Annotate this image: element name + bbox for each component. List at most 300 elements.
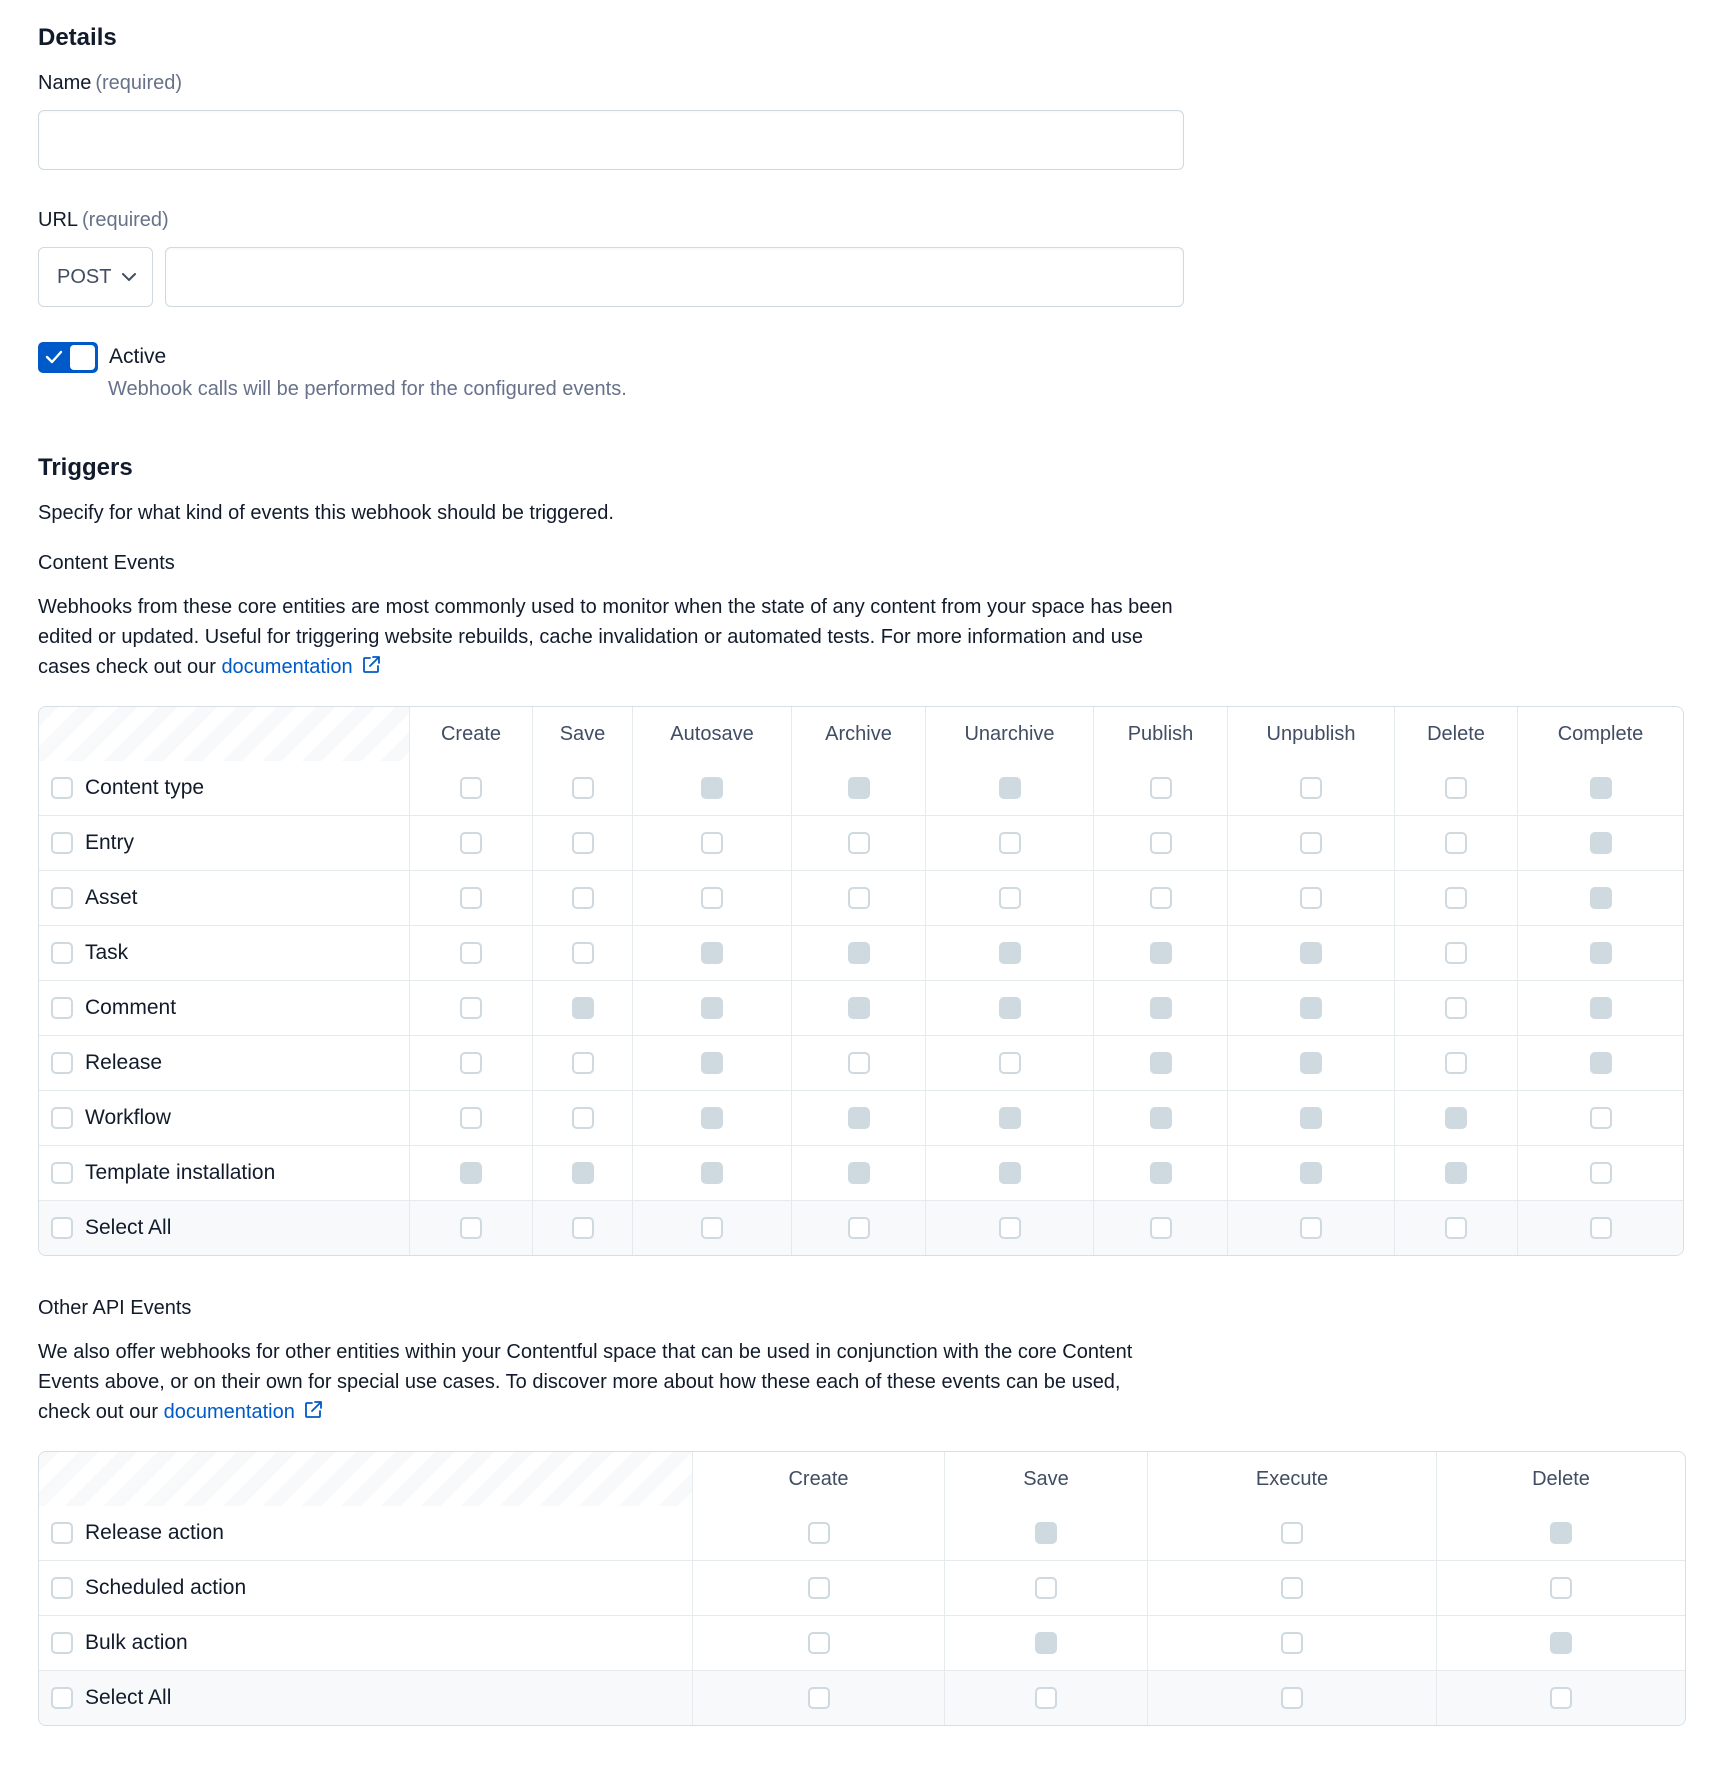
event-cell <box>532 1091 632 1146</box>
row-label: Bulk action <box>85 1631 188 1654</box>
select-all-toggle[interactable] <box>51 1686 692 1710</box>
event-cell <box>409 926 532 981</box>
entry-save-checkbox[interactable] <box>572 832 594 854</box>
other-api-events-table <box>38 1451 1686 1726</box>
event-cell <box>692 1506 944 1561</box>
table-row <box>39 871 1683 926</box>
content-events-header-blank <box>39 707 409 761</box>
event-cell <box>532 1036 632 1091</box>
asset-publish-checkbox[interactable] <box>1150 887 1172 909</box>
content-events-documentation-link[interactable] <box>221 656 380 678</box>
task-unarchive-checkbox <box>999 942 1021 964</box>
select-all-unarchive-checkbox[interactable] <box>999 1217 1021 1239</box>
url-input[interactable] <box>165 247 1184 307</box>
toggle-knob <box>70 345 95 370</box>
event-cell <box>632 871 791 926</box>
event-cell <box>925 981 1093 1036</box>
event-cell <box>692 1671 944 1725</box>
entry-autosave-checkbox[interactable] <box>701 832 723 854</box>
url-label <box>38 209 169 232</box>
row-label: Select All <box>85 1216 172 1239</box>
comment-save-checkbox <box>572 997 594 1019</box>
row-label: Scheduled action <box>85 1576 247 1599</box>
row-label: Workflow <box>85 1106 171 1129</box>
release-unarchive-checkbox[interactable] <box>999 1052 1021 1074</box>
event-cell <box>925 816 1093 871</box>
select-all-row <box>39 1671 1685 1725</box>
column-header-save: Save <box>944 1452 1147 1506</box>
select-all-create-checkbox[interactable] <box>460 1217 482 1239</box>
select-all-complete-checkbox[interactable] <box>1590 1217 1612 1239</box>
event-cell <box>1517 816 1683 871</box>
name-required-hint: (required) <box>95 72 183 94</box>
entry-delete-checkbox[interactable] <box>1445 832 1467 854</box>
table-row <box>39 761 1683 816</box>
release-save-checkbox[interactable] <box>572 1052 594 1074</box>
comment-unarchive-checkbox <box>999 997 1021 1019</box>
comment-unpublish-checkbox <box>1300 997 1322 1019</box>
select-all-toggle[interactable] <box>51 1216 409 1240</box>
triggers-heading: Triggers <box>38 454 133 481</box>
chevron-down-icon <box>121 272 137 282</box>
event-cell <box>1093 1091 1227 1146</box>
release-complete-checkbox <box>1590 1052 1612 1074</box>
external-link-icon <box>303 1400 323 1420</box>
workflow-unarchive-checkbox <box>999 1107 1021 1129</box>
table-row <box>39 1616 1685 1671</box>
workflow-delete-checkbox <box>1445 1107 1467 1129</box>
template-installation-autosave-checkbox <box>701 1162 723 1184</box>
event-cell <box>1093 1201 1227 1255</box>
column-header-unarchive: Unarchive <box>925 707 1093 761</box>
scheduled-action-save-checkbox[interactable] <box>1035 1577 1057 1599</box>
release-action-create-checkbox[interactable] <box>808 1522 830 1544</box>
content-type-unarchive-checkbox <box>999 777 1021 799</box>
event-cell <box>1227 871 1394 926</box>
event-cell <box>1147 1561 1436 1616</box>
event-cell <box>1517 926 1683 981</box>
row-template-installation-toggle[interactable] <box>51 1161 409 1185</box>
task-create-checkbox[interactable] <box>460 942 482 964</box>
event-cell <box>1517 871 1683 926</box>
event-cell <box>632 981 791 1036</box>
event-cell <box>791 1036 925 1091</box>
row-label: Select All <box>85 1686 172 1709</box>
comment-delete-checkbox[interactable] <box>1445 997 1467 1019</box>
row-label-cell <box>39 1561 692 1616</box>
event-cell <box>1517 761 1683 816</box>
event-cell <box>1394 1091 1517 1146</box>
event-cell <box>1436 1561 1685 1616</box>
event-cell <box>1517 1146 1683 1201</box>
event-cell <box>1227 926 1394 981</box>
name-label <box>38 72 182 95</box>
entry-publish-checkbox[interactable] <box>1150 832 1172 854</box>
event-cell <box>925 871 1093 926</box>
content-type-delete-checkbox[interactable] <box>1445 777 1467 799</box>
row-content-type-toggle[interactable] <box>51 776 409 800</box>
bulk-action-create-checkbox[interactable] <box>808 1632 830 1654</box>
event-cell <box>925 1091 1093 1146</box>
external-link-icon <box>361 655 381 675</box>
release-create-checkbox[interactable] <box>460 1052 482 1074</box>
event-cell <box>944 1506 1147 1561</box>
bulk-action-delete-checkbox <box>1550 1632 1572 1654</box>
template-installation-unpublish-checkbox <box>1300 1162 1322 1184</box>
template-installation-publish-checkbox <box>1150 1162 1172 1184</box>
table-row <box>39 1091 1683 1146</box>
workflow-create-checkbox[interactable] <box>460 1107 482 1129</box>
column-header-save: Save <box>532 707 632 761</box>
bulk-action-execute-checkbox[interactable] <box>1281 1632 1303 1654</box>
row-label-cell <box>39 1201 409 1255</box>
row-label-cell <box>39 1506 692 1561</box>
task-archive-checkbox <box>848 942 870 964</box>
event-cell <box>409 981 532 1036</box>
asset-row-checkbox[interactable] <box>51 887 73 909</box>
workflow-unpublish-checkbox <box>1300 1107 1322 1129</box>
row-label-cell <box>39 981 409 1036</box>
event-cell <box>1394 1201 1517 1255</box>
event-cell <box>1394 1146 1517 1201</box>
event-cell <box>791 1091 925 1146</box>
workflow-row-checkbox[interactable] <box>51 1107 73 1129</box>
details-heading: Details <box>38 24 117 51</box>
content-type-complete-checkbox <box>1590 777 1612 799</box>
event-cell <box>791 816 925 871</box>
other-api-events-description-text: We also offer webhooks for other entities within your Contentful space that can be used in conjunction with the core Content Events above, or on their own for special use cases. To discover more about how these each of these events can be used, check out our <box>38 1341 1133 1423</box>
select-all-row-checkbox[interactable] <box>51 1687 73 1709</box>
event-cell <box>1093 871 1227 926</box>
select-all-execute-checkbox[interactable] <box>1281 1687 1303 1709</box>
event-cell <box>1093 926 1227 981</box>
name-input[interactable] <box>38 110 1184 170</box>
comment-create-checkbox[interactable] <box>460 997 482 1019</box>
event-cell <box>1436 1616 1685 1671</box>
bulk-action-save-checkbox <box>1035 1632 1057 1654</box>
event-cell <box>532 981 632 1036</box>
comment-autosave-checkbox <box>701 997 723 1019</box>
http-method-value: POST <box>57 265 112 288</box>
event-cell <box>925 761 1093 816</box>
url-label-text: URL <box>38 209 79 231</box>
event-cell <box>1394 926 1517 981</box>
workflow-archive-checkbox <box>848 1107 870 1129</box>
event-cell <box>1436 1671 1685 1725</box>
row-label: Content type <box>85 776 205 799</box>
content-type-save-checkbox[interactable] <box>572 777 594 799</box>
column-header-delete: Delete <box>1394 707 1517 761</box>
row-workflow-toggle[interactable] <box>51 1106 409 1130</box>
row-label-cell <box>39 1616 692 1671</box>
event-cell <box>925 926 1093 981</box>
http-method-select[interactable] <box>38 247 153 307</box>
row-label: Release <box>85 1051 163 1074</box>
scheduled-action-row-checkbox[interactable] <box>51 1577 73 1599</box>
content-events-heading: Content Events <box>38 552 175 574</box>
event-cell <box>791 926 925 981</box>
event-cell <box>925 1146 1093 1201</box>
release-action-execute-checkbox[interactable] <box>1281 1522 1303 1544</box>
row-label: Entry <box>85 831 135 854</box>
event-cell <box>532 1146 632 1201</box>
release-delete-checkbox[interactable] <box>1445 1052 1467 1074</box>
event-cell <box>1227 1036 1394 1091</box>
event-cell <box>1147 1671 1436 1725</box>
table-row <box>39 1146 1683 1201</box>
row-label: Template installation <box>85 1161 276 1184</box>
name-label-text: Name <box>38 72 92 94</box>
event-cell <box>1394 871 1517 926</box>
workflow-complete-checkbox[interactable] <box>1590 1107 1612 1129</box>
event-cell <box>632 761 791 816</box>
scheduled-action-execute-checkbox[interactable] <box>1281 1577 1303 1599</box>
event-cell <box>1093 1036 1227 1091</box>
table-row <box>39 1561 1685 1616</box>
workflow-autosave-checkbox <box>701 1107 723 1129</box>
event-cell <box>1147 1506 1436 1561</box>
select-all-delete-checkbox[interactable] <box>1550 1687 1572 1709</box>
row-entry-toggle[interactable] <box>51 831 409 855</box>
event-cell <box>1227 1091 1394 1146</box>
row-label-cell <box>39 761 409 816</box>
content-events-description-text: Webhooks from these core entities are most commonly used to monitor when the state of any content from your space has been edited or updated. Useful for triggering website rebuilds, cache invalidation or automated tests. For more information and use cases check out our <box>38 596 1173 678</box>
event-cell <box>632 816 791 871</box>
other-api-events-header-blank <box>39 1452 692 1506</box>
event-cell <box>409 1201 532 1255</box>
asset-create-checkbox[interactable] <box>460 887 482 909</box>
task-autosave-checkbox <box>701 942 723 964</box>
content-events-table <box>38 706 1684 1256</box>
asset-archive-checkbox[interactable] <box>848 887 870 909</box>
table-row <box>39 816 1683 871</box>
event-cell <box>409 1036 532 1091</box>
asset-save-checkbox[interactable] <box>572 887 594 909</box>
triggers-description: Specify for what kind of events this webhook should be triggered. <box>38 502 614 524</box>
content-events-description <box>38 592 1178 682</box>
task-save-checkbox[interactable] <box>572 942 594 964</box>
event-cell <box>1093 1146 1227 1201</box>
row-label: Asset <box>85 886 138 909</box>
template-installation-delete-checkbox <box>1445 1162 1467 1184</box>
entry-unpublish-checkbox[interactable] <box>1300 832 1322 854</box>
column-header-create: Create <box>409 707 532 761</box>
release-action-row-checkbox[interactable] <box>51 1522 73 1544</box>
select-all-archive-checkbox[interactable] <box>848 1217 870 1239</box>
table-row <box>39 1506 1685 1561</box>
release-autosave-checkbox <box>701 1052 723 1074</box>
task-row-checkbox[interactable] <box>51 942 73 964</box>
release-action-delete-checkbox <box>1550 1522 1572 1544</box>
event-cell <box>1227 761 1394 816</box>
content-type-create-checkbox[interactable] <box>460 777 482 799</box>
row-label-cell <box>39 1091 409 1146</box>
event-cell <box>791 1146 925 1201</box>
event-cell <box>1517 981 1683 1036</box>
event-cell <box>1517 1036 1683 1091</box>
event-cell <box>632 1091 791 1146</box>
event-cell <box>1394 1036 1517 1091</box>
content-type-publish-checkbox[interactable] <box>1150 777 1172 799</box>
content-events-documentation-link-text: documentation <box>221 656 353 678</box>
comment-row-checkbox[interactable] <box>51 997 73 1019</box>
event-cell <box>1517 1091 1683 1146</box>
other-api-events-documentation-link-text: documentation <box>163 1401 295 1423</box>
content-type-autosave-checkbox <box>701 777 723 799</box>
row-label-cell <box>39 1671 692 1725</box>
asset-unarchive-checkbox[interactable] <box>999 887 1021 909</box>
event-cell <box>692 1561 944 1616</box>
event-cell <box>532 926 632 981</box>
release-publish-checkbox <box>1150 1052 1172 1074</box>
column-header-complete: Complete <box>1517 707 1683 761</box>
row-label: Release action <box>85 1521 224 1544</box>
event-cell <box>632 1201 791 1255</box>
content-type-unpublish-checkbox[interactable] <box>1300 777 1322 799</box>
entry-unarchive-checkbox[interactable] <box>999 832 1021 854</box>
event-cell <box>1227 816 1394 871</box>
event-cell <box>409 816 532 871</box>
column-header-autosave: Autosave <box>632 707 791 761</box>
row-label: Comment <box>85 996 177 1019</box>
event-cell <box>1436 1506 1685 1561</box>
event-cell <box>532 816 632 871</box>
select-all-autosave-checkbox[interactable] <box>701 1217 723 1239</box>
event-cell <box>1227 981 1394 1036</box>
row-label: Task <box>85 941 129 964</box>
url-required-hint: (required) <box>82 209 169 231</box>
event-cell <box>1093 816 1227 871</box>
row-scheduled-action-toggle[interactable] <box>51 1576 692 1600</box>
event-cell <box>1147 1616 1436 1671</box>
event-cell <box>1394 981 1517 1036</box>
table-row <box>39 981 1683 1036</box>
comment-publish-checkbox <box>1150 997 1172 1019</box>
select-all-save-checkbox[interactable] <box>1035 1687 1057 1709</box>
asset-unpublish-checkbox[interactable] <box>1300 887 1322 909</box>
event-cell <box>944 1671 1147 1725</box>
event-cell <box>1394 761 1517 816</box>
select-all-publish-checkbox[interactable] <box>1150 1217 1172 1239</box>
active-label: Active <box>109 345 167 368</box>
event-cell <box>632 1146 791 1201</box>
release-archive-checkbox[interactable] <box>848 1052 870 1074</box>
row-asset-toggle[interactable] <box>51 886 409 910</box>
event-cell <box>1394 816 1517 871</box>
event-cell <box>791 761 925 816</box>
other-api-events-documentation-link[interactable] <box>164 1401 323 1423</box>
other-api-events-description <box>38 1337 1168 1427</box>
event-cell <box>1227 1146 1394 1201</box>
row-label-cell <box>39 871 409 926</box>
row-bulk-action-toggle[interactable] <box>51 1631 692 1655</box>
event-cell <box>1093 981 1227 1036</box>
event-cell <box>791 1201 925 1255</box>
bulk-action-row-checkbox[interactable] <box>51 1632 73 1654</box>
release-unpublish-checkbox <box>1300 1052 1322 1074</box>
event-cell <box>1227 1201 1394 1255</box>
event-cell <box>944 1561 1147 1616</box>
event-cell <box>632 1036 791 1091</box>
row-label-cell <box>39 1036 409 1091</box>
event-cell <box>925 1201 1093 1255</box>
release-action-save-checkbox <box>1035 1522 1057 1544</box>
template-installation-save-checkbox <box>572 1162 594 1184</box>
event-cell <box>632 926 791 981</box>
select-all-create-checkbox[interactable] <box>808 1687 830 1709</box>
event-cell <box>532 761 632 816</box>
template-installation-create-checkbox <box>460 1162 482 1184</box>
event-cell <box>1517 1201 1683 1255</box>
task-publish-checkbox <box>1150 942 1172 964</box>
workflow-publish-checkbox <box>1150 1107 1172 1129</box>
template-installation-complete-checkbox[interactable] <box>1590 1162 1612 1184</box>
select-all-row-checkbox[interactable] <box>51 1217 73 1239</box>
event-cell <box>409 1091 532 1146</box>
entry-archive-checkbox[interactable] <box>848 832 870 854</box>
select-all-save-checkbox[interactable] <box>572 1217 594 1239</box>
table-row <box>39 1036 1683 1091</box>
event-cell <box>532 871 632 926</box>
task-complete-checkbox <box>1590 942 1612 964</box>
event-cell <box>944 1616 1147 1671</box>
task-delete-checkbox[interactable] <box>1445 942 1467 964</box>
select-all-delete-checkbox[interactable] <box>1445 1217 1467 1239</box>
select-all-unpublish-checkbox[interactable] <box>1300 1217 1322 1239</box>
asset-delete-checkbox[interactable] <box>1445 887 1467 909</box>
active-help-text: Webhook calls will be performed for the configured events. <box>108 378 627 400</box>
event-cell <box>791 871 925 926</box>
scheduled-action-create-checkbox[interactable] <box>808 1577 830 1599</box>
row-label-cell <box>39 1146 409 1201</box>
event-cell <box>532 1201 632 1255</box>
scheduled-action-delete-checkbox[interactable] <box>1550 1577 1572 1599</box>
column-header-create: Create <box>692 1452 944 1506</box>
other-api-events-heading: Other API Events <box>38 1297 192 1319</box>
release-row-checkbox[interactable] <box>51 1052 73 1074</box>
content-type-row-checkbox[interactable] <box>51 777 73 799</box>
template-installation-archive-checkbox <box>848 1162 870 1184</box>
template-installation-row-checkbox[interactable] <box>51 1162 73 1184</box>
event-cell <box>1093 761 1227 816</box>
column-header-publish: Publish <box>1093 707 1227 761</box>
content-type-archive-checkbox <box>848 777 870 799</box>
comment-archive-checkbox <box>848 997 870 1019</box>
entry-complete-checkbox <box>1590 832 1612 854</box>
active-toggle[interactable] <box>38 342 98 373</box>
row-task-toggle[interactable] <box>51 941 409 965</box>
workflow-save-checkbox[interactable] <box>572 1107 594 1129</box>
row-label-cell <box>39 926 409 981</box>
column-header-unpublish: Unpublish <box>1227 707 1394 761</box>
event-cell <box>409 1146 532 1201</box>
asset-autosave-checkbox[interactable] <box>701 887 723 909</box>
table-row <box>39 926 1683 981</box>
asset-complete-checkbox <box>1590 887 1612 909</box>
row-release-toggle[interactable] <box>51 1051 409 1075</box>
row-release-action-toggle[interactable] <box>51 1521 692 1545</box>
column-header-delete: Delete <box>1436 1452 1685 1506</box>
entry-create-checkbox[interactable] <box>460 832 482 854</box>
check-icon <box>44 348 64 366</box>
row-comment-toggle[interactable] <box>51 996 409 1020</box>
entry-row-checkbox[interactable] <box>51 832 73 854</box>
select-all-row <box>39 1201 1683 1255</box>
column-header-archive: Archive <box>791 707 925 761</box>
event-cell <box>409 761 532 816</box>
event-cell <box>791 981 925 1036</box>
event-cell <box>692 1616 944 1671</box>
